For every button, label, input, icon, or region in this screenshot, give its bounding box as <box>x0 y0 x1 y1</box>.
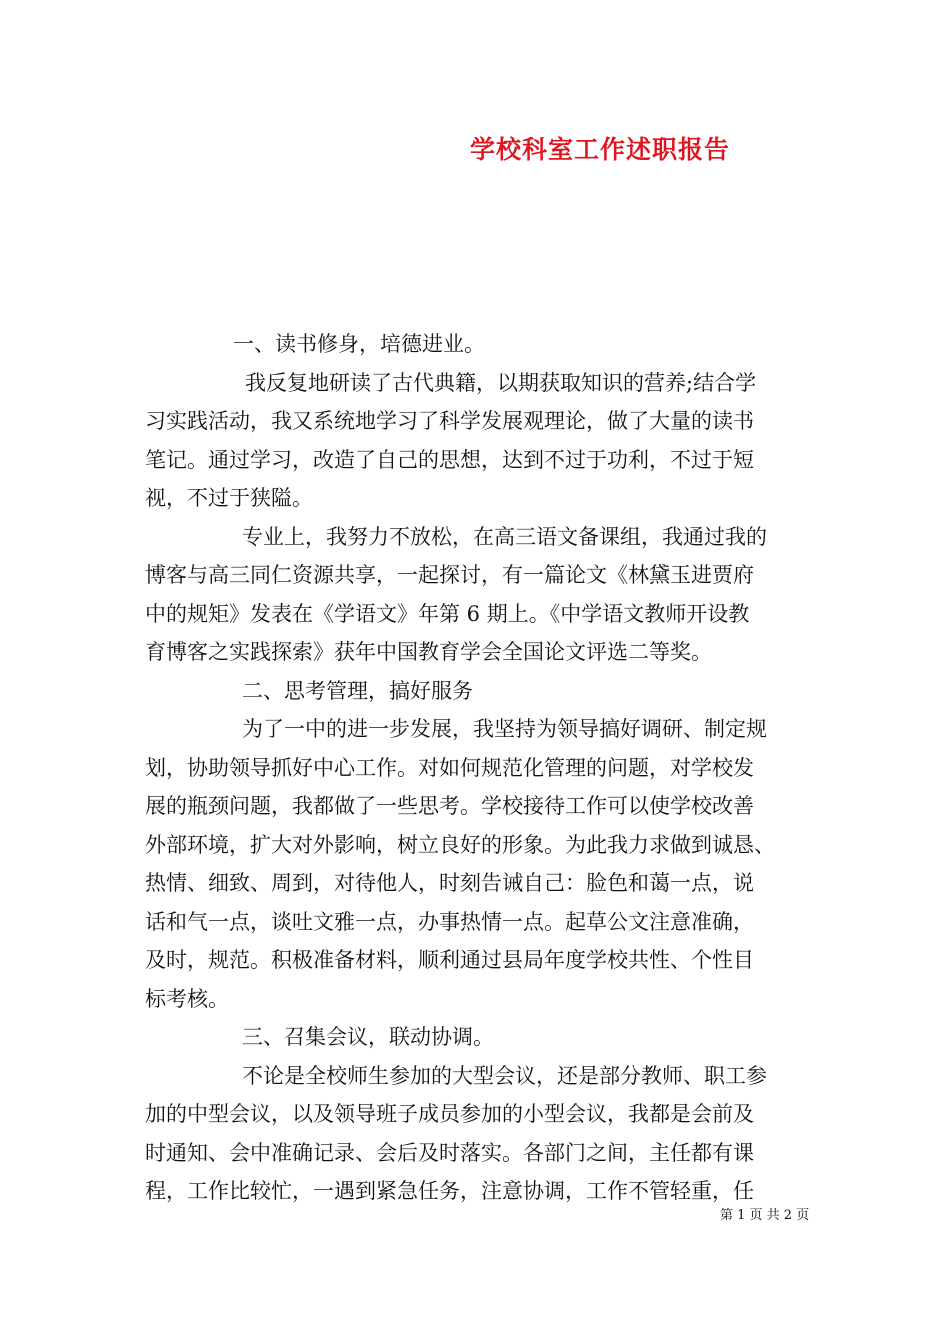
section-heading: 三、召集会议，联动协调。 <box>242 1025 494 1049</box>
paragraph-line: 及时，规范。积极准备材料，顺利通过县局年度学校共性、个性目 <box>145 948 754 972</box>
paragraph-line: 划，协助领导抓好中心工作。对如何规范化管理的问题，对学校发 <box>145 755 754 780</box>
paragraph-line: 为了一中的进一步发展，我坚持为领导搞好调研、制定规 <box>242 717 767 741</box>
paragraph-line: 时通知、会中准确记录、会后及时落实。各部门之间，主任都有课 <box>145 1140 754 1165</box>
paragraph-line: 外部环境，扩大对外影响，树立良好的形象。为此我力求做到诚恳、 <box>145 832 775 857</box>
paragraph-line: 专业上，我努力不放松，在高三语文备课组，我通过我的 <box>242 524 767 549</box>
paragraph-line: 育博客之实践探索》获年中国教育学会全国论文评选二等奖。 <box>145 640 712 664</box>
paragraph-line: 展的瓶颈问题，我都做了一些思考。学校接待工作可以使学校改善 <box>145 794 754 818</box>
paragraph-line: 热情、细致、周到，对待他人，时刻告诫自己：脸色和蔼一点，说 <box>145 871 754 895</box>
paragraph-line: 博客与高三同仁资源共享，一起探讨，有一篇论文《林黛玉进贾府 <box>145 563 754 587</box>
paragraph-line: 笔记。通过学习，改造了自己的思想，达到不过于功利，不过于短 <box>145 447 754 472</box>
paragraph-line: 习实践活动，我又系统地学习了科学发展观理论，做了大量的读书 <box>145 409 754 433</box>
paragraph-line: 加的中型会议，以及领导班子成员参加的小型会议，我都是会前及 <box>145 1102 754 1126</box>
paragraph-line: 我反复地研读了古代典籍，以期获取知识的营养;结合学 <box>245 370 757 395</box>
paragraph-line: 中的规矩》发表在《学语文》年第 6 期上。《中学语文教师开设教 <box>145 601 750 626</box>
paragraph-line: 视，不过于狭隘。 <box>145 486 313 510</box>
paragraph-line: 不论是全校师生参加的大型会议，还是部分教师、职工参 <box>242 1063 767 1088</box>
paragraph-line: 程，工作比较忙，一遇到紧急任务，注意协调，工作不管轻重，任 <box>145 1179 754 1203</box>
document-body <box>145 325 815 1211</box>
page-number-footer: 第 1 页 共 2 页 <box>720 1208 810 1223</box>
paragraph-line: 话和气一点，谈吐文雅一点，办事热情一点。起草公文注意准确， <box>145 909 754 934</box>
paragraph-line: 标考核。 <box>145 986 229 1011</box>
document-title: 学校科室工作述职报告 <box>469 135 730 164</box>
section-heading: 二、思考管理，搞好服务 <box>242 678 473 703</box>
section-heading: 一、读书修身，培德进业。 <box>233 332 485 356</box>
